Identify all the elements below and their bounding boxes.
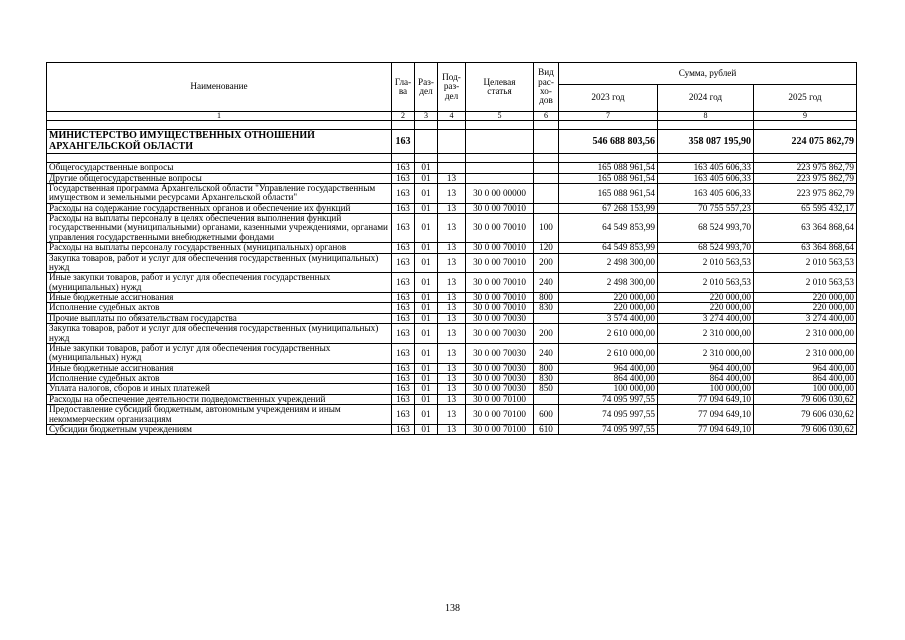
header-year-2024: 2024 год xyxy=(658,85,754,112)
row-expense-type: 120 xyxy=(534,243,559,253)
row-razdel: 01 xyxy=(415,293,438,303)
row-podrazdel: 13 xyxy=(438,324,466,344)
header-sum: Сумма, рублей xyxy=(559,63,857,85)
row-glava: 163 xyxy=(392,324,415,344)
row-glava: 163 xyxy=(392,243,415,253)
row-sum-2024: 68 524 993,70 xyxy=(658,214,754,243)
row-target-article: 30 0 00 70010 xyxy=(466,303,534,313)
row-sum-2023: 165 088 961,54 xyxy=(559,163,658,173)
row-target-article: 30 0 00 70010 xyxy=(466,214,534,243)
row-podrazdel: 13 xyxy=(438,343,466,363)
row-name: Исполнение судебных актов xyxy=(47,374,392,384)
row-target-article xyxy=(466,163,534,173)
row-expense-type: 800 xyxy=(534,363,559,373)
table-row xyxy=(47,273,857,293)
row-sum-2023: 74 095 997,55 xyxy=(559,394,658,404)
column-number: 4 xyxy=(438,112,466,121)
row-razdel: 01 xyxy=(415,243,438,253)
row-sum-2025: 964 400,00 xyxy=(754,363,857,373)
row-sum-2025: 79 606 030,62 xyxy=(754,394,857,404)
ministry-row xyxy=(47,130,857,154)
spacer-row xyxy=(47,121,857,130)
row-podrazdel: 13 xyxy=(438,384,466,394)
row-podrazdel: 13 xyxy=(438,214,466,243)
row-expense-type: 600 xyxy=(534,405,559,425)
row-name: Расходы на обеспечение деятельности подведомственных учреждений xyxy=(47,394,392,404)
table-row xyxy=(47,303,857,313)
header-year-2023: 2023 год xyxy=(559,85,658,112)
table-row xyxy=(47,424,857,434)
row-sum-2025: 100 000,00 xyxy=(754,384,857,394)
row-sum-2025: 2 310 000,00 xyxy=(754,343,857,363)
row-sum-2024: 2 310 000,00 xyxy=(658,343,754,363)
row-sum-2024: 163 405 606,33 xyxy=(658,183,754,203)
row-sum-2025: 220 000,00 xyxy=(754,303,857,313)
row-expense-type: 200 xyxy=(534,253,559,273)
row-podrazdel: 13 xyxy=(438,243,466,253)
column-number: 5 xyxy=(466,112,534,121)
row-sum-2025: 223 975 862,79 xyxy=(754,183,857,203)
budget-table xyxy=(46,62,857,435)
row-sum-2025: 220 000,00 xyxy=(754,293,857,303)
row-name: Иные закупки товаров, работ и услуг для обеспечения государственных (муниципальных) нужд xyxy=(47,343,392,363)
row-sum-2023: 2 498 300,00 xyxy=(559,253,658,273)
column-number: 2 xyxy=(392,112,415,121)
table-row xyxy=(47,243,857,253)
row-sum-2025: 864 400,00 xyxy=(754,374,857,384)
row-name: Расходы на содержание государственных органов и обеспечение их функций xyxy=(47,203,392,213)
table-row xyxy=(47,343,857,363)
ministry-sum-2025: 224 075 862,79 xyxy=(754,130,857,154)
row-sum-2024: 68 524 993,70 xyxy=(658,243,754,253)
row-razdel: 01 xyxy=(415,384,438,394)
row-podrazdel: 13 xyxy=(438,273,466,293)
row-glava: 163 xyxy=(392,183,415,203)
row-target-article: 30 0 00 70010 xyxy=(466,243,534,253)
row-name: Государственная программа Архангельской области "Управление государственным имуществом и земельными ресурсами Архангельской области" xyxy=(47,183,392,203)
row-razdel: 01 xyxy=(415,203,438,213)
row-razdel: 01 xyxy=(415,405,438,425)
row-sum-2024: 77 094 649,10 xyxy=(658,394,754,404)
row-sum-2024: 220 000,00 xyxy=(658,293,754,303)
row-expense-type: 240 xyxy=(534,273,559,293)
row-target-article xyxy=(466,173,534,183)
row-sum-2024: 163 405 606,33 xyxy=(658,163,754,173)
row-sum-2024: 77 094 649,10 xyxy=(658,405,754,425)
row-name: Иные бюджетные ассигнования xyxy=(47,293,392,303)
table-row xyxy=(47,173,857,183)
row-expense-type xyxy=(534,173,559,183)
row-glava: 163 xyxy=(392,214,415,243)
row-podrazdel: 13 xyxy=(438,313,466,323)
table-row xyxy=(47,363,857,373)
row-sum-2025: 2 010 563,53 xyxy=(754,253,857,273)
row-razdel: 01 xyxy=(415,343,438,363)
row-sum-2023: 2 610 000,00 xyxy=(559,324,658,344)
row-name: Иные бюджетные ассигнования xyxy=(47,363,392,373)
row-razdel: 01 xyxy=(415,253,438,273)
row-expense-type: 610 xyxy=(534,424,559,434)
row-sum-2025: 223 975 862,79 xyxy=(754,173,857,183)
row-name: Закупка товаров, работ и услуг для обеспечения государственных (муниципальных) нужд xyxy=(47,253,392,273)
row-sum-2025: 2 310 000,00 xyxy=(754,324,857,344)
row-target-article: 30 0 00 70010 xyxy=(466,293,534,303)
row-podrazdel: 13 xyxy=(438,173,466,183)
table-row xyxy=(47,313,857,323)
row-target-article: 30 0 00 70030 xyxy=(466,374,534,384)
column-number-row xyxy=(47,112,857,121)
row-name: Расходы на выплаты персоналу в целях обеспечения выполнения функций государственными (муниципальными) органами, казенными учреждениями, органами управления государственными внебюджетными фондами xyxy=(47,214,392,243)
row-podrazdel: 13 xyxy=(438,303,466,313)
column-number: 3 xyxy=(415,112,438,121)
table-row xyxy=(47,214,857,243)
row-sum-2023: 74 095 997,55 xyxy=(559,424,658,434)
row-sum-2023: 100 000,00 xyxy=(559,384,658,394)
row-sum-2024: 163 405 606,33 xyxy=(658,173,754,183)
row-podrazdel: 13 xyxy=(438,405,466,425)
row-razdel: 01 xyxy=(415,183,438,203)
row-razdel: 01 xyxy=(415,424,438,434)
table-row xyxy=(47,203,857,213)
row-name: Субсидии бюджетным учреждениям xyxy=(47,424,392,434)
row-expense-type: 240 xyxy=(534,343,559,363)
row-sum-2024: 864 400,00 xyxy=(658,374,754,384)
row-razdel: 01 xyxy=(415,324,438,344)
row-sum-2023: 964 400,00 xyxy=(559,363,658,373)
row-sum-2023: 64 549 853,99 xyxy=(559,214,658,243)
row-sum-2025: 2 010 563,53 xyxy=(754,273,857,293)
row-expense-type xyxy=(534,183,559,203)
row-sum-2025: 63 364 868,64 xyxy=(754,214,857,243)
row-target-article: 30 0 00 70030 xyxy=(466,343,534,363)
row-expense-type: 850 xyxy=(534,384,559,394)
header-glava: Гла- ва xyxy=(392,63,415,112)
header-year-2025: 2025 год xyxy=(754,85,857,112)
row-razdel: 01 xyxy=(415,273,438,293)
row-glava: 163 xyxy=(392,273,415,293)
row-sum-2024: 2 310 000,00 xyxy=(658,324,754,344)
row-sum-2023: 3 574 400,00 xyxy=(559,313,658,323)
row-target-article: 30 0 00 70100 xyxy=(466,405,534,425)
row-sum-2024: 964 400,00 xyxy=(658,363,754,373)
row-sum-2024: 2 010 563,53 xyxy=(658,253,754,273)
row-podrazdel: 13 xyxy=(438,363,466,373)
table-row xyxy=(47,405,857,425)
page-number: 138 xyxy=(445,603,460,614)
row-glava: 163 xyxy=(392,173,415,183)
header-name: Наименование xyxy=(47,63,392,112)
table-row xyxy=(47,384,857,394)
column-number: 6 xyxy=(534,112,559,121)
row-podrazdel: 13 xyxy=(438,424,466,434)
row-expense-type xyxy=(534,203,559,213)
row-razdel: 01 xyxy=(415,363,438,373)
row-sum-2023: 2 610 000,00 xyxy=(559,343,658,363)
row-expense-type: 800 xyxy=(534,293,559,303)
row-target-article: 30 0 00 70030 xyxy=(466,324,534,344)
row-expense-type: 830 xyxy=(534,303,559,313)
row-target-article: 30 0 00 70030 xyxy=(466,313,534,323)
row-podrazdel: 13 xyxy=(438,293,466,303)
column-number: 7 xyxy=(559,112,658,121)
header-razdel: Раз- дел xyxy=(415,63,438,112)
table-row xyxy=(47,374,857,384)
table-body xyxy=(47,112,857,435)
row-sum-2023: 165 088 961,54 xyxy=(559,173,658,183)
row-expense-type: 200 xyxy=(534,324,559,344)
row-sum-2024: 3 274 400,00 xyxy=(658,313,754,323)
row-target-article: 30 0 00 70030 xyxy=(466,363,534,373)
row-razdel: 01 xyxy=(415,313,438,323)
column-number: 1 xyxy=(47,112,392,121)
row-name: Прочие выплаты по обязательствам государства xyxy=(47,313,392,323)
row-expense-type: 100 xyxy=(534,214,559,243)
table-row xyxy=(47,293,857,303)
row-sum-2023: 74 095 997,55 xyxy=(559,405,658,425)
row-sum-2024: 77 094 649,10 xyxy=(658,424,754,434)
row-glava: 163 xyxy=(392,163,415,173)
row-sum-2025: 65 595 432,17 xyxy=(754,203,857,213)
row-razdel: 01 xyxy=(415,173,438,183)
row-expense-type: 830 xyxy=(534,374,559,384)
table-row xyxy=(47,183,857,203)
row-sum-2025: 79 606 030,62 xyxy=(754,424,857,434)
row-glava: 163 xyxy=(392,313,415,323)
ministry-sum-2023: 546 688 803,56 xyxy=(559,130,658,154)
row-podrazdel xyxy=(438,163,466,173)
row-podrazdel: 13 xyxy=(438,394,466,404)
row-sum-2025: 79 606 030,62 xyxy=(754,405,857,425)
ministry-sum-2024: 358 087 195,90 xyxy=(658,130,754,154)
row-expense-type xyxy=(534,313,559,323)
row-razdel: 01 xyxy=(415,214,438,243)
row-sum-2024: 220 000,00 xyxy=(658,303,754,313)
row-target-article: 30 0 00 70030 xyxy=(466,384,534,394)
row-target-article: 30 0 00 70010 xyxy=(466,253,534,273)
row-razdel: 01 xyxy=(415,303,438,313)
row-sum-2023: 2 498 300,00 xyxy=(559,273,658,293)
row-name: Общегосударственные вопросы xyxy=(47,163,392,173)
row-glava: 163 xyxy=(392,303,415,313)
table-row xyxy=(47,324,857,344)
header-expense-type: Вид рас- хо- дов xyxy=(534,63,559,112)
row-target-article: 30 0 00 00000 xyxy=(466,183,534,203)
row-sum-2023: 220 000,00 xyxy=(559,293,658,303)
ministry-name: МИНИСТЕРСТВО ИМУЩЕСТВЕННЫХ ОТНОШЕНИЙ АРХАНГЕЛЬСКОЙ ОБЛАСТИ xyxy=(47,130,392,154)
row-podrazdel: 13 xyxy=(438,253,466,273)
row-glava: 163 xyxy=(392,203,415,213)
row-sum-2024: 2 010 563,53 xyxy=(658,273,754,293)
column-number: 9 xyxy=(754,112,857,121)
row-name: Иные закупки товаров, работ и услуг для обеспечения государственных (муниципальных) нужд xyxy=(47,273,392,293)
header-target-article: Целевая статья xyxy=(466,63,534,112)
row-glava: 163 xyxy=(392,384,415,394)
header-podrazdel: Под- раз- дел xyxy=(438,63,466,112)
row-target-article: 30 0 00 70010 xyxy=(466,273,534,293)
row-target-article: 30 0 00 70100 xyxy=(466,394,534,404)
row-glava: 163 xyxy=(392,363,415,373)
row-glava: 163 xyxy=(392,293,415,303)
row-name: Расходы на выплаты персоналу государственных (муниципальных) органов xyxy=(47,243,392,253)
row-sum-2024: 70 755 557,23 xyxy=(658,203,754,213)
table-row xyxy=(47,253,857,273)
row-name: Уплата налогов, сборов и иных платежей xyxy=(47,384,392,394)
row-expense-type xyxy=(534,394,559,404)
row-sum-2023: 165 088 961,54 xyxy=(559,183,658,203)
row-sum-2025: 223 975 862,79 xyxy=(754,163,857,173)
row-sum-2023: 67 268 153,99 xyxy=(559,203,658,213)
row-razdel: 01 xyxy=(415,394,438,404)
row-razdel: 01 xyxy=(415,163,438,173)
row-glava: 163 xyxy=(392,343,415,363)
row-podrazdel: 13 xyxy=(438,374,466,384)
row-glava: 163 xyxy=(392,424,415,434)
row-sum-2025: 63 364 868,64 xyxy=(754,243,857,253)
row-name: Закупка товаров, работ и услуг для обеспечения государственных (муниципальных) нужд xyxy=(47,324,392,344)
column-number: 8 xyxy=(658,112,754,121)
row-name: Предоставление субсидий бюджетным, автономным учреждениям и иным некоммерческим организациям xyxy=(47,405,392,425)
row-name: Другие общегосударственные вопросы xyxy=(47,173,392,183)
row-expense-type xyxy=(534,163,559,173)
row-razdel: 01 xyxy=(415,374,438,384)
row-name: Исполнение судебных актов xyxy=(47,303,392,313)
row-glava: 163 xyxy=(392,253,415,273)
row-sum-2023: 64 549 853,99 xyxy=(559,243,658,253)
ministry-glava: 163 xyxy=(392,130,415,154)
row-sum-2025: 3 274 400,00 xyxy=(754,313,857,323)
row-glava: 163 xyxy=(392,405,415,425)
row-target-article: 30 0 00 70100 xyxy=(466,424,534,434)
row-glava: 163 xyxy=(392,394,415,404)
spacer-row xyxy=(47,154,857,163)
row-sum-2023: 864 400,00 xyxy=(559,374,658,384)
row-podrazdel: 13 xyxy=(438,183,466,203)
table-row xyxy=(47,163,857,173)
row-sum-2023: 220 000,00 xyxy=(559,303,658,313)
table-row xyxy=(47,394,857,404)
row-glava: 163 xyxy=(392,374,415,384)
row-sum-2024: 100 000,00 xyxy=(658,384,754,394)
row-podrazdel: 13 xyxy=(438,203,466,213)
row-target-article: 30 0 00 70010 xyxy=(466,203,534,213)
